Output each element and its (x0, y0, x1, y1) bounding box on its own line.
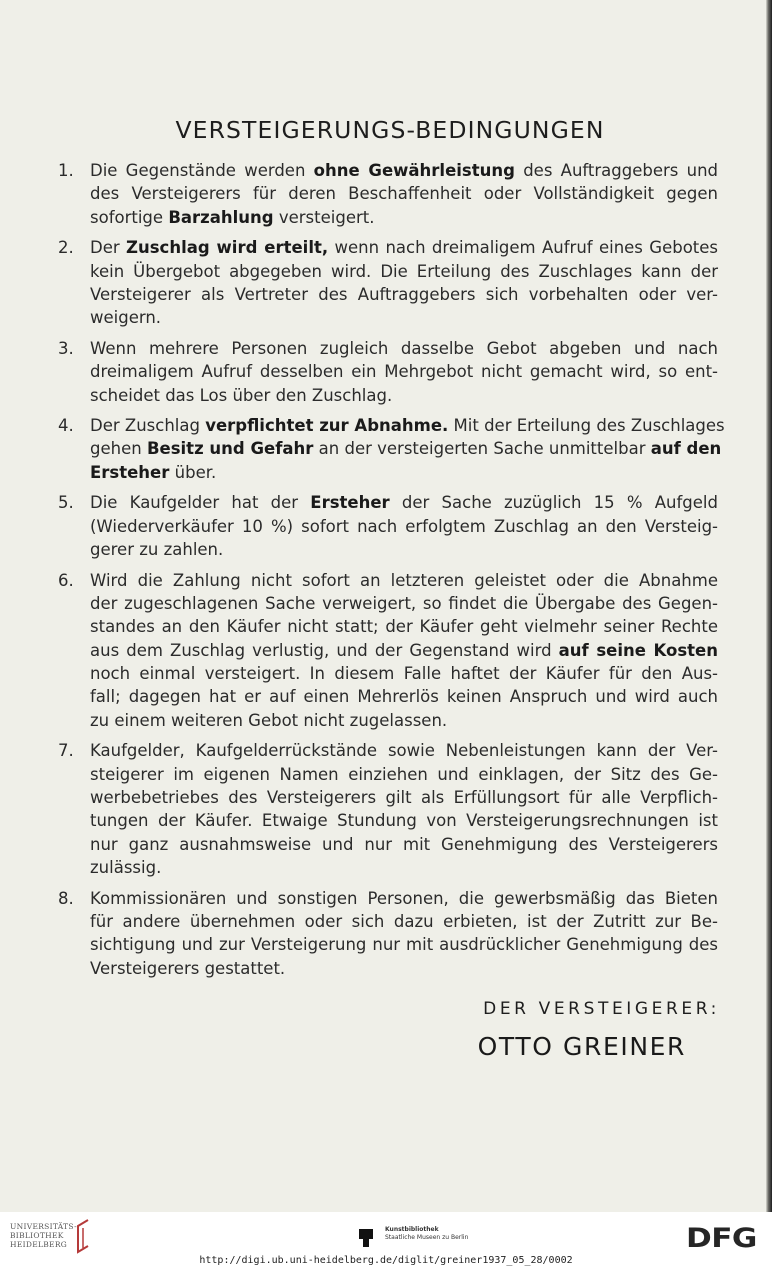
condition-line: Versteigerers gestattet. (90, 958, 286, 978)
condition-line: steigerer im eigenen Namen einziehen und einklagen, der Sitz des Ge- (90, 764, 718, 784)
condition-line: noch einmal versteigert. In diesem Falle haftet der Käufer für den Aus- (90, 663, 718, 683)
condition-line: gerer zu zahlen. (90, 540, 224, 560)
emphasis-text: auf den (650, 439, 722, 459)
condition-number: 5. (58, 493, 74, 513)
condition-line: Versteigerer als Vertreter des Auftraggebers sich vorbehalten oder ver- (90, 284, 718, 304)
condition-number: 4. (58, 416, 74, 436)
emphasis-text: verpflichtet zur Abnahme. (205, 416, 449, 436)
condition-line: aus dem Zuschlag verlustig, und der Gegenstand wird auf seine Kosten (90, 640, 718, 660)
emphasis-text: auf seine Kosten (558, 640, 718, 660)
kunstbibliothek-logo (385, 1226, 468, 1242)
condition-line: Der Zuschlag verpflichtet zur Abnahme. Mit der Erteilung des Zuschlages (90, 416, 725, 436)
condition-line: zulässig. (90, 858, 162, 877)
signer-name: OTTO GREINER (477, 1032, 686, 1061)
condition-line: Die Gegenstände werden ohne Gewährleistung des Auftraggebers und (90, 161, 719, 180)
emphasis-text: Barzahlung (168, 207, 274, 227)
dfg-logo: DFG (686, 1223, 757, 1254)
condition-line: (Wiederverkäufer 10 %) sofort nach erfolgtem Zuschlag an den Versteig- (90, 516, 718, 536)
condition-number: 3. (58, 338, 74, 358)
condition-number: 8. (58, 888, 74, 908)
condition-number: 1. (58, 161, 74, 180)
emphasis-text: Ersteher (310, 493, 390, 513)
condition-line: scheidet das Los über den Zuschlag. (90, 385, 393, 405)
condition-line: tungen der Käufer. Etwaige Stundung von Versteigerungsrechnungen ist (90, 811, 718, 831)
condition-line: kein Übergebot abgegeben wird. Die Erteilung des Zuschlages kann der (90, 261, 718, 281)
condition-line: sofortige Barzahlung versteigert. (90, 207, 375, 227)
condition-line: werbebetriebes des Versteigerers gilt als Erfüllungsort für alle Verpflich- (90, 787, 718, 807)
signer-label: DER VERSTEIGERER: (483, 999, 720, 1019)
condition-line: Wenn mehrere Personen zugleich dasselbe Gebot abgeben und nach (90, 338, 718, 358)
condition-line: zu einem weiteren Gebot nicht zugelassen. (90, 710, 448, 730)
source-url-link[interactable]: http://digi.ub.uni-heidelberg.de/diglit/greiner1937_05_28/0002 (199, 1255, 573, 1266)
condition-line: standes an den Käufer nicht statt; der Käufer geht vielmehr seiner Rechte (90, 617, 718, 637)
condition-line: Kommissionären und sonstigen Personen, die gewerbsmäßig das Bieten (90, 888, 718, 908)
condition-line: dreimaligem Aufruf desselben ein Mehrgebot nicht gemacht wird, so ent- (90, 362, 718, 382)
condition-line: fall; dagegen hat er auf einen Mehrerlös keinen Anspruch und wird auch (90, 687, 718, 707)
condition-line: für andere übernehmen oder sich dazu erbieten, ist der Zutritt zur Be- (90, 911, 718, 931)
condition-line: des Versteigerers für deren Beschaffenheit oder Vollständigkeit gegen (90, 184, 718, 204)
condition-line: weigern. (90, 308, 162, 328)
page-edge (766, 0, 772, 1212)
emphasis-text: Ersteher (90, 462, 170, 482)
kunstbibliothek-subtitle: Staatliche Museen zu Berlin (385, 1234, 469, 1241)
condition-number: 7. (58, 741, 74, 761)
condition-number: 2. (58, 238, 74, 258)
emphasis-text: Zuschlag wird erteilt, (126, 238, 329, 258)
emphasis-text: ohne Gewährleistung (313, 161, 515, 180)
kunstbibliothek-logo-icon (355, 1227, 377, 1249)
condition-line: Ersteher über. (90, 462, 217, 482)
emphasis-text: Besitz und Gefahr (146, 439, 314, 459)
condition-line: Der Zuschlag wird erteilt, wenn nach dreimaligem Aufruf eines Gebotes (90, 238, 719, 258)
condition-number: 6. (58, 570, 74, 590)
condition-line: der zugeschlagenen Sache verweigert, so findet die Übergabe des Gegen- (90, 593, 718, 613)
university-library-logo: UNIVERSITÄTS- BIBLIOTHEK HEIDELBERG (10, 1222, 77, 1249)
condition-line: Kaufgelder, Kaufgelderrückstände sowie Nebenleistungen kann der Ver- (90, 741, 718, 761)
condition-line: Wird die Zahlung nicht sofort an letzteren geleistet oder die Abnahme (90, 570, 718, 590)
condition-line: nur ganz ausnahmsweise und nur mit Genehmigung des Versteigerers (90, 834, 718, 854)
condition-line: gehen Besitz und Gefahr an der versteigerten Sache unmittelbar auf den (90, 439, 722, 459)
document-title: VERSTEIGERUNGS-BEDINGUNGEN (175, 116, 605, 144)
condition-line: sichtigung und zur Versteigerung nur mit ausdrücklicher Genehmigung des (90, 935, 718, 955)
condition-line: Die Kaufgelder hat der Ersteher der Sache zuzüglich 15 % Aufgeld (90, 493, 718, 513)
kunstbibliothek-name: Kunstbibliothek (385, 1226, 439, 1233)
university-mark-icon (74, 1218, 92, 1256)
